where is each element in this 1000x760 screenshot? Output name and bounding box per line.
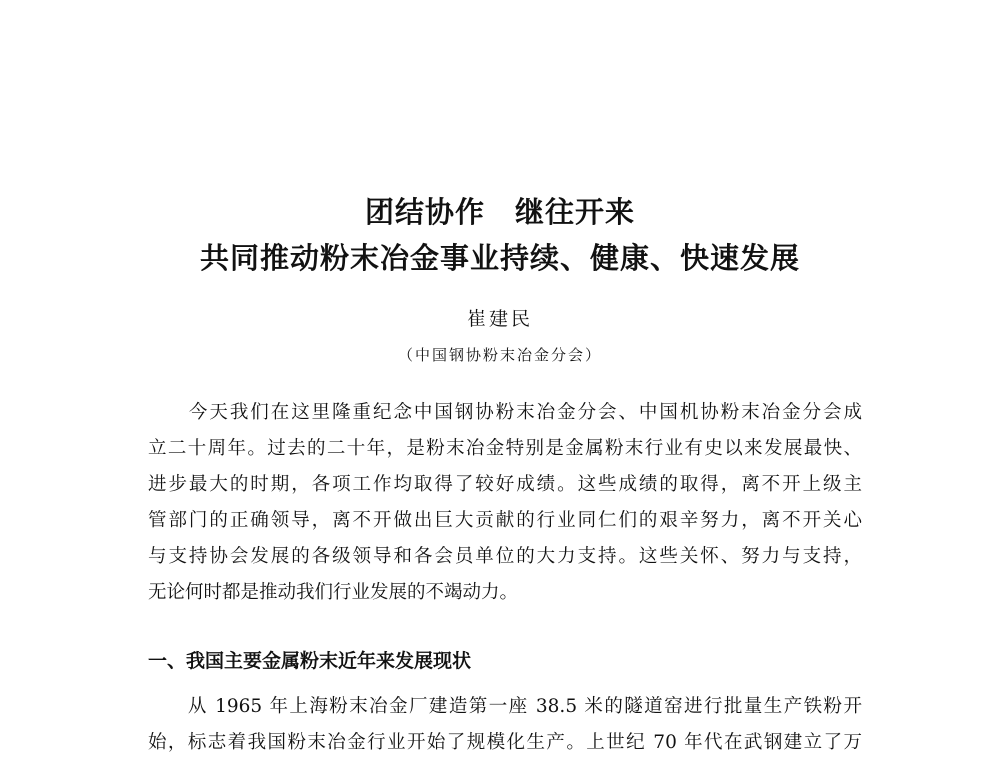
paragraph-2-line: 始，标志着我国粉末冶金行业开始了规模化生产。上世纪 70 年代在武钢建立了万 [148,732,862,753]
paragraph-1-line: 管部门的正确领导，离不开做出巨大贡献的行业同仁们的艰辛努力，离不开关心 [148,510,862,531]
paragraph-1-line: 与支持协会发展的各级领导和各会员单位的大力支持。这些关怀、努力与支持， [148,546,862,567]
title-line-2: 共同推动粉末冶金事业持续、健康、快速发展 [199,241,800,275]
title-line-1: 团结协作 继往开来 [364,195,635,229]
section-heading: 一、我国主要金属粉末近年来发展现状 [148,650,472,672]
author-name: 崔建民 [466,308,533,330]
paragraph-1-line: 无论何时都是推动我们行业发展的不竭动力。 [148,582,519,603]
author-affiliation: （中国钢协粉末冶金分会） [397,346,602,364]
paragraph-1-line: 立二十周年。过去的二十年，是粉末冶金特别是金属粉末行业有史以来发展最快、 [148,438,862,459]
paragraph-1-line: 今天我们在这里隆重纪念中国钢协粉末冶金分会、中国机协粉末冶金分会成 [148,402,862,423]
paragraph-1-line: 进步最大的时期，各项工作均取得了较好成绩。这些成绩的取得，离不开上级主 [148,474,862,495]
paragraph-2-line: 从 1965 年上海粉末冶金厂建造第一座 38.5 米的隧道窑进行批量生产铁粉开 [148,696,862,717]
